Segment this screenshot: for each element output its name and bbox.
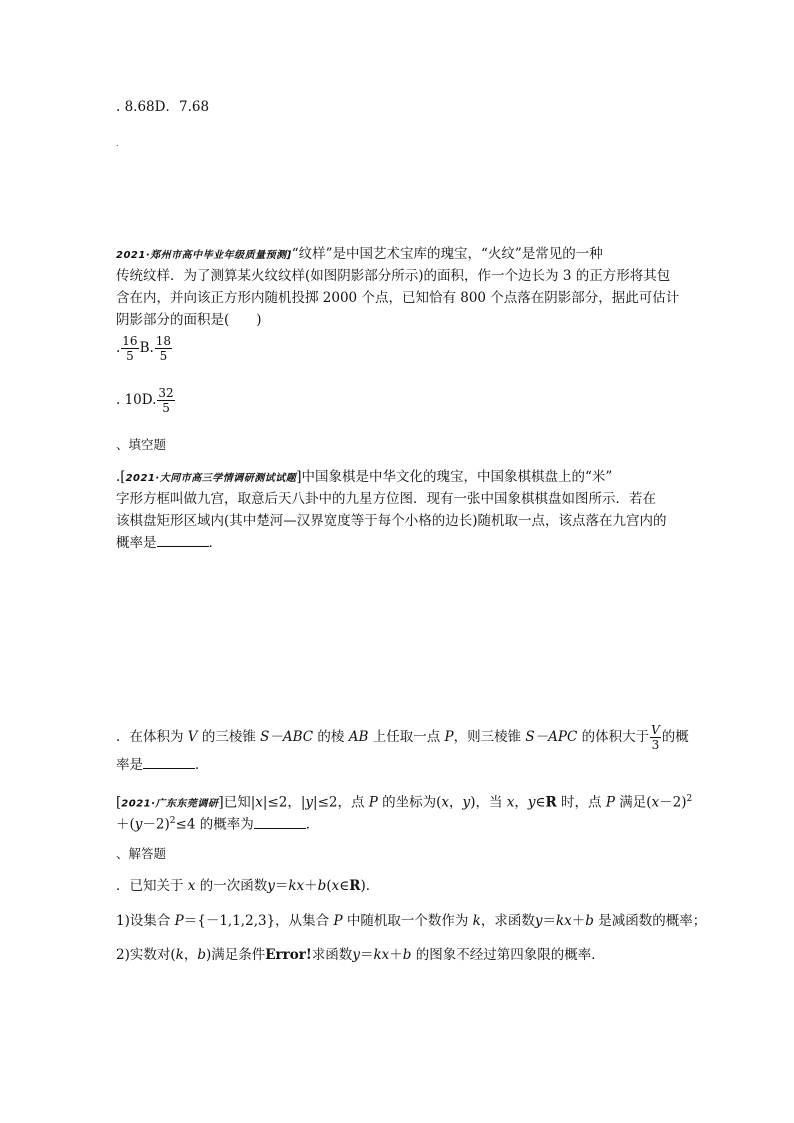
- var-p: P: [174, 913, 184, 929]
- text: ]已知|: [218, 794, 256, 811]
- text: ＋(: [116, 816, 135, 833]
- text: －2): [142, 816, 170, 833]
- var-ab: AB: [348, 729, 369, 745]
- question-pyramid-line1: [116, 722, 689, 752]
- text: ．在体积为: [116, 729, 188, 745]
- var-y: y: [462, 794, 471, 811]
- var-b: b: [197, 947, 206, 963]
- var-x: x: [506, 794, 515, 811]
- text: (: [326, 878, 332, 894]
- option-b-fraction: [155, 334, 172, 363]
- answer-blank[interactable]: [254, 814, 306, 829]
- option-c: . 8.68: [116, 99, 155, 115]
- question-number: .[: [116, 469, 126, 485]
- var-k: k: [472, 913, 481, 929]
- var-sapc: S－APC: [525, 729, 578, 745]
- source-tag: 2021·郑州市高中毕业年级质量预测]: [116, 250, 292, 261]
- var-p: P: [368, 794, 378, 811]
- question-texture-line2: 传统纹样．为了测算某火纹纹样(如图阴影部分所示)的面积，作一个边长为 3 的正方形将其包: [116, 268, 671, 284]
- var-x: x: [331, 878, 340, 894]
- denominator: 5: [159, 349, 168, 363]
- text: 的三棱锥: [197, 729, 261, 745]
- var-y: y: [527, 794, 536, 811]
- option-b-label: B.: [139, 340, 154, 356]
- var-x: x: [441, 794, 450, 811]
- text: 的图象不经过第四象限的概率．: [411, 947, 605, 963]
- answer-blank[interactable]: [143, 754, 195, 769]
- question-texture-line4: 阴影部分的面积是( ): [116, 312, 262, 328]
- text: |≤2，|: [262, 794, 306, 811]
- var-y: y: [534, 913, 543, 929]
- exponent: 2: [686, 794, 693, 804]
- var-p: P: [333, 913, 343, 929]
- text: ＝: [274, 878, 289, 894]
- var-v: V: [187, 729, 198, 745]
- options-c-d: [116, 96, 209, 118]
- text: 的棱: [313, 729, 349, 745]
- text: 的概: [661, 729, 689, 745]
- denominator: 3: [651, 738, 660, 752]
- question-texture-line3: 含在内，并向该正方形内随机投掷 2000 个点，已知恰有 800 个点落在阴影部分，据此可估计: [116, 290, 680, 306]
- text: 的一次函数: [195, 878, 268, 894]
- var-k: k: [175, 947, 184, 963]
- var-y: y: [305, 794, 314, 811]
- answer-blank[interactable]: [157, 532, 209, 547]
- text: ．已知关于: [116, 878, 188, 894]
- var-x: x: [651, 794, 660, 811]
- text: ＋: [389, 947, 403, 963]
- text: ＋: [571, 913, 586, 929]
- denominator: 5: [126, 349, 134, 363]
- text: 是减函数的概率；: [593, 913, 707, 929]
- question-chess-line1: [116, 466, 612, 490]
- text: ，求函数: [480, 913, 535, 929]
- section-fill-blank: 、填空题: [116, 437, 167, 452]
- text: ≤4 的概率为: [175, 816, 254, 833]
- question-linear-part1: [116, 910, 706, 932]
- question-chess-line4: [116, 532, 222, 554]
- var-x: x: [187, 878, 196, 894]
- period: ．: [208, 535, 222, 551]
- var-x: x: [255, 794, 263, 811]
- text: |≤2，点: [313, 794, 369, 811]
- var-kx: kx: [288, 878, 305, 894]
- question-linear-part2: [116, 944, 605, 966]
- option-d-fraction: [157, 386, 174, 415]
- fraction-v-over-3: [650, 723, 661, 752]
- var-y: y: [267, 878, 275, 894]
- text: 求函数: [311, 947, 353, 963]
- numerator: 18: [155, 334, 172, 348]
- text: )满足条件: [205, 947, 266, 963]
- exponent: 2: [169, 816, 176, 826]
- text: ＝: [542, 913, 556, 929]
- period: ．: [305, 816, 320, 833]
- source-tag: 2021·广东东莞调研: [121, 798, 219, 810]
- numerator: 32: [158, 386, 174, 400]
- text: )．: [360, 878, 380, 894]
- var-kx: kx: [373, 947, 390, 963]
- stray-dot: .: [116, 139, 119, 148]
- text: )，当: [470, 794, 507, 811]
- var-sabc: S－ABC: [260, 729, 314, 745]
- text: 中随机取一个数作为: [342, 913, 473, 929]
- option-a-fraction: [121, 334, 138, 363]
- set-r: R: [349, 878, 361, 894]
- question-text: “纹样”是中国艺术宝库的瑰宝，“火纹”是常见的一种: [291, 246, 603, 262]
- set-r: R: [545, 794, 557, 811]
- text: ＝: [359, 947, 374, 963]
- var-kx: kx: [555, 913, 572, 929]
- text: ＋: [304, 878, 318, 894]
- question-chess-line2: 字形方框叫做九宫，取意后天八卦中的九星方位图．现有一张中国象棋棋盘如图所示．若在: [116, 491, 656, 507]
- question-text: 概率是: [116, 535, 157, 551]
- numerator: 16: [122, 334, 138, 348]
- question-texture-line1: [116, 243, 603, 267]
- option-d: D．7.68: [154, 99, 210, 115]
- text: ，则三棱锥: [453, 729, 526, 745]
- question-dongguan-line2: [116, 810, 319, 836]
- denominator: 5: [162, 401, 170, 415]
- var-y: y: [134, 816, 143, 833]
- options-c-d-2: [116, 385, 176, 415]
- var-p: P: [444, 729, 454, 745]
- text: ＝{－1,1,2,3}，从集合: [183, 913, 334, 929]
- question-linear-line1: [116, 875, 379, 897]
- text: 1)设集合: [116, 913, 175, 929]
- var-y: y: [352, 947, 360, 963]
- text: ，: [183, 947, 198, 963]
- text: －2): [659, 794, 687, 811]
- error-marker: Error!: [265, 947, 312, 963]
- source-tag: 2021·大同市高三学情调研测试试题: [125, 473, 297, 484]
- question-pyramid-line2: [116, 754, 209, 776]
- numerator: V: [651, 723, 660, 737]
- var-p: P: [605, 794, 615, 811]
- option-c-value: . 10: [116, 392, 142, 408]
- text: ，: [449, 794, 463, 811]
- var-b: b: [585, 913, 594, 929]
- text: 满足(: [614, 794, 652, 811]
- question-chess-line3: 该棋盘矩形区域内(其中楚河—汉界宽度等于每个小格的边长)随机取一点，该点落在九宫内的: [116, 513, 667, 529]
- text: ∈: [339, 878, 350, 894]
- period: ．: [195, 757, 209, 773]
- text: 2)实数对(: [116, 947, 176, 963]
- option-d-label: D.: [141, 392, 157, 408]
- options-a-b: [116, 333, 173, 363]
- bracket: [: [116, 794, 122, 811]
- var-b: b: [317, 878, 327, 894]
- text: 率是: [116, 757, 143, 773]
- option-a-label: .: [116, 340, 121, 356]
- question-text: ]中国象棋是中华文化的瑰宝，中国象棋棋盘上的“米”: [296, 469, 613, 485]
- section-answer-questions: 、解答题: [116, 846, 167, 861]
- var-b: b: [402, 947, 412, 963]
- text: ∈: [535, 794, 546, 811]
- text: 的坐标为(: [377, 794, 442, 811]
- text: ，: [514, 794, 528, 811]
- text: 的体积大于: [577, 729, 650, 745]
- text: 时，点: [556, 794, 606, 811]
- text: 上任取一点: [368, 729, 445, 745]
